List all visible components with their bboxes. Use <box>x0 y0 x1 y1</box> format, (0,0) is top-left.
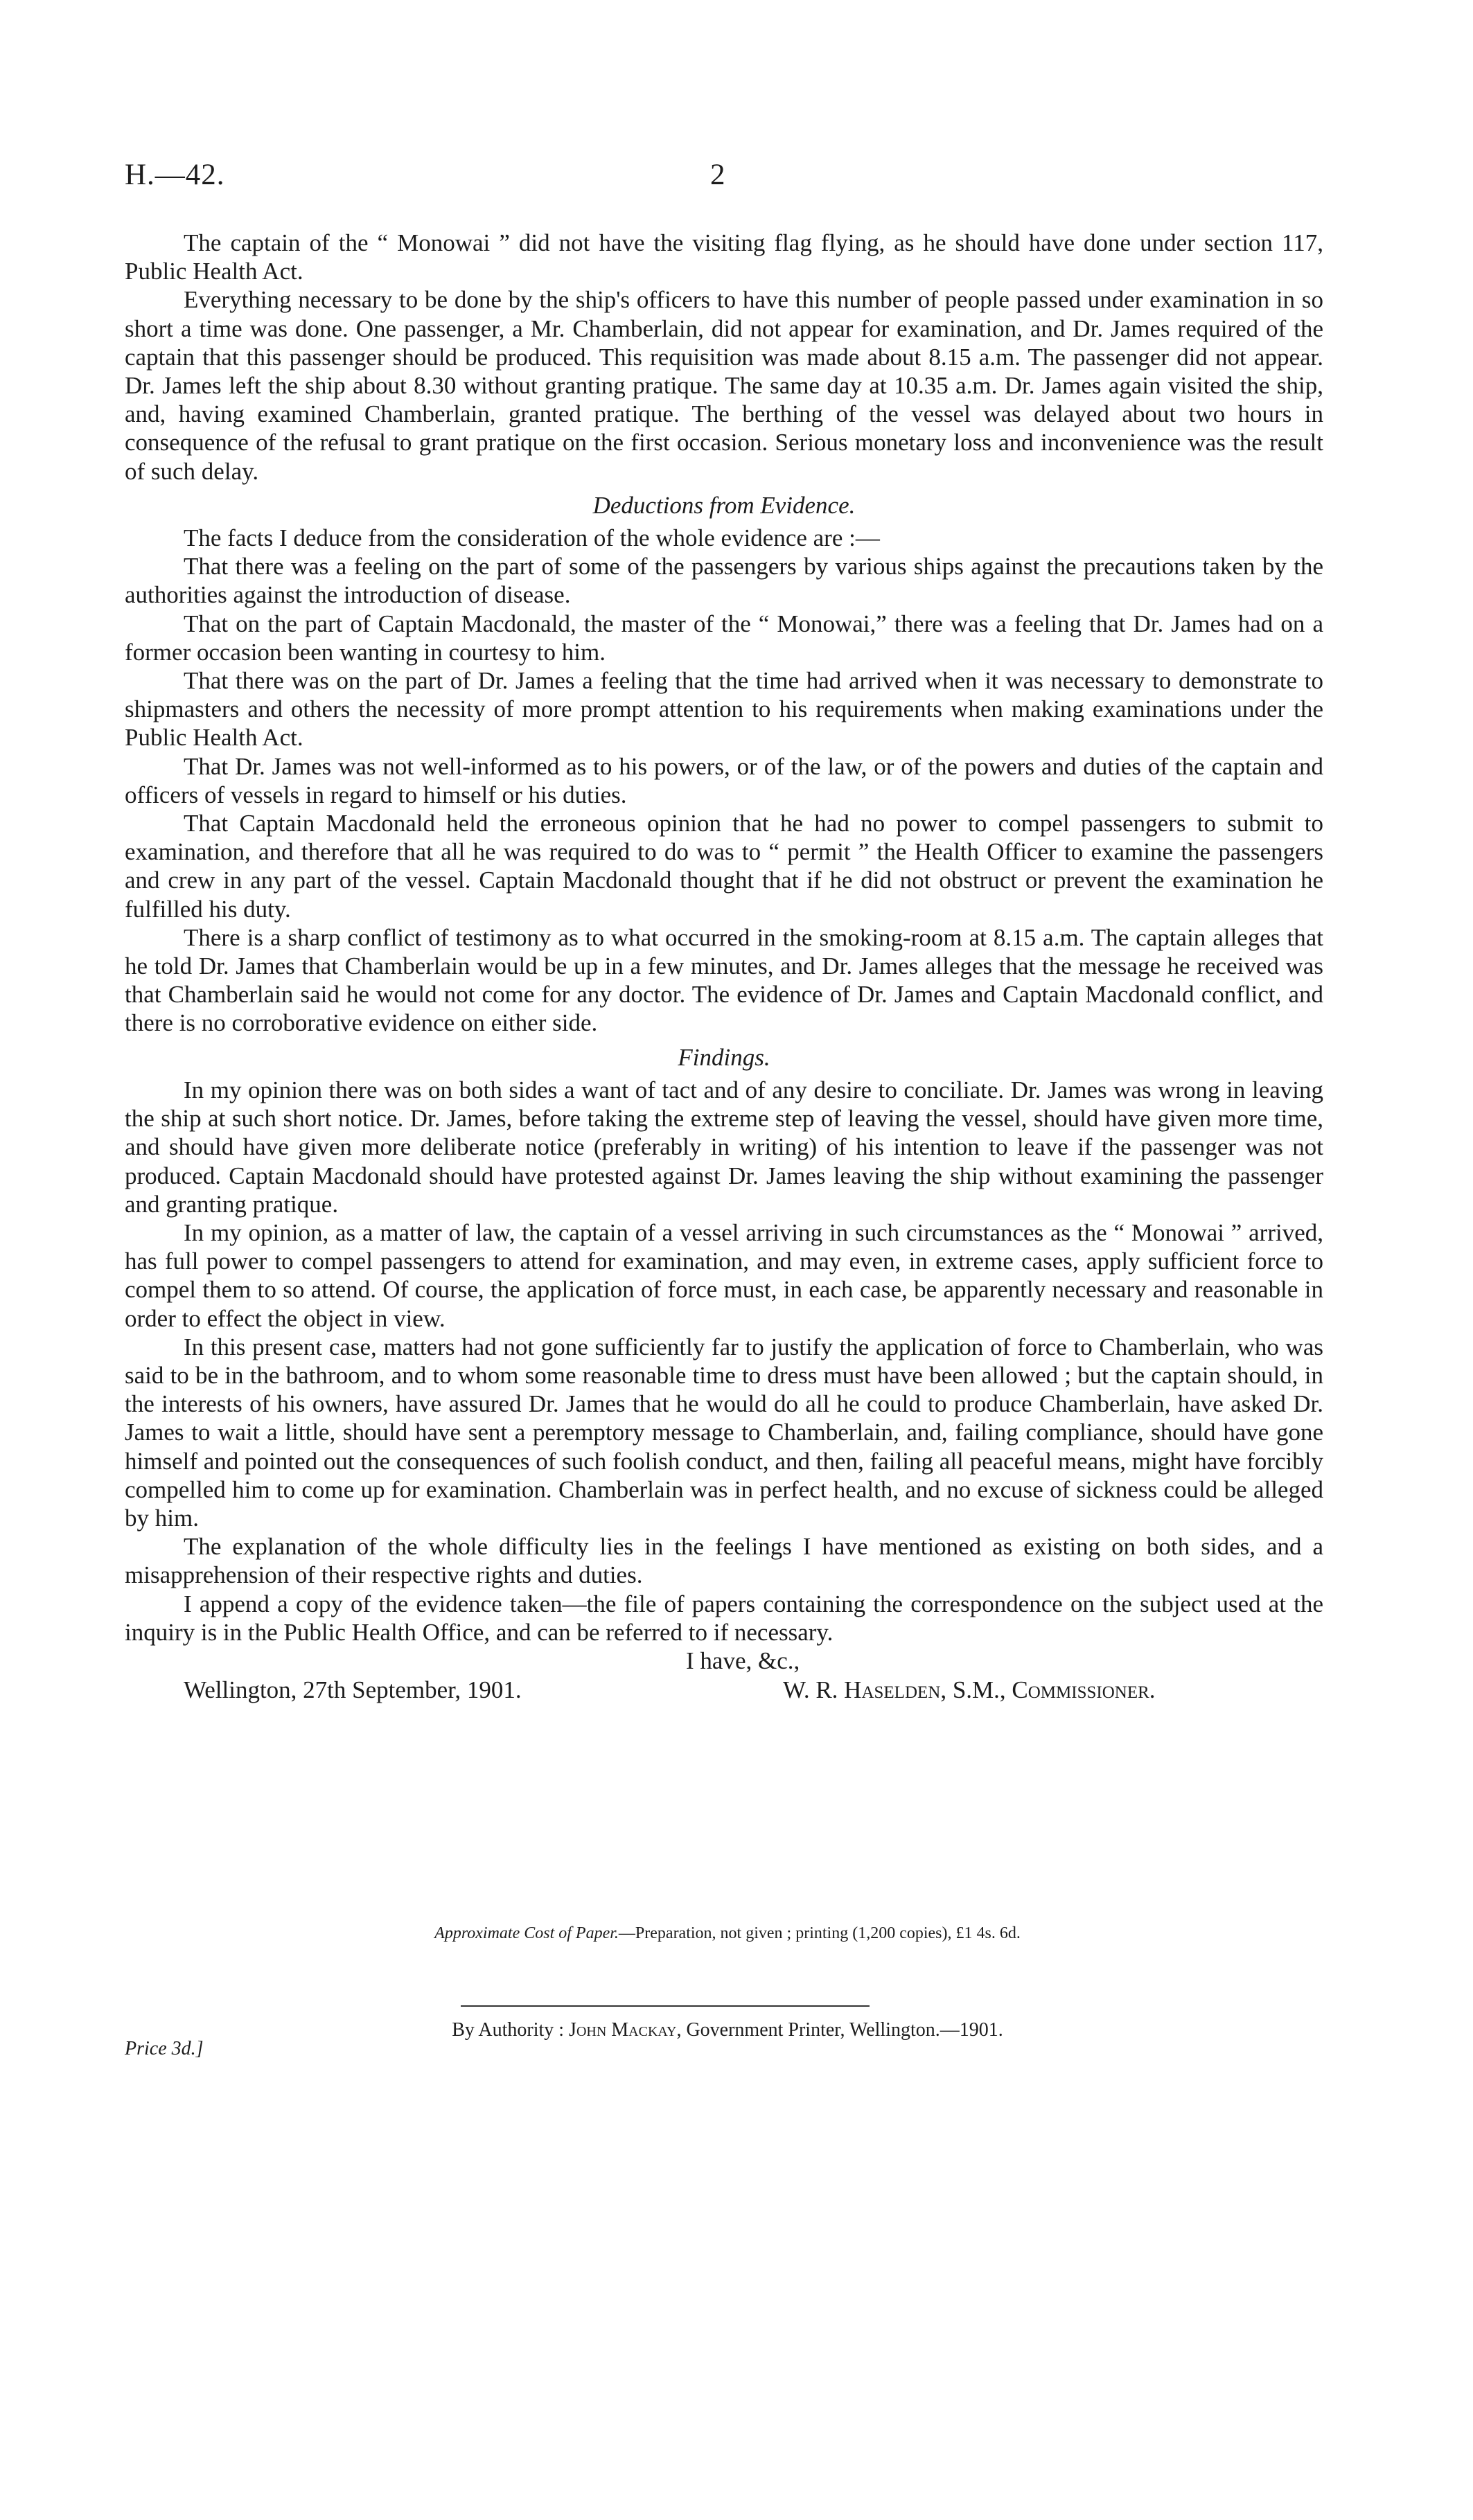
signature-row <box>125 1676 1323 1709</box>
place-date: Wellington, 27th September, 1901. <box>184 1676 522 1703</box>
paragraph: In my opinion, as a matter of law, the captain of a vessel arriving in such circumstances as the “ Monowai ” arrived, has full power to compel passengers to attend for examination, and may even, in extreme cases, apply sufficient force to compel them to so attend. Of course, the application of force must, in each case, be apparently necessary and reasonable in order to effect the object in view. <box>125 1218 1323 1332</box>
paragraph: There is a sharp conflict of testimony as to what occurred in the smoking-room at 8.15 a.m. The captain alleges that he told Dr. James that Chamberlain would be up in a few minutes, and Dr. James alleges that the message he received was that Chamberlain said he would not come for any doctor. The evidence of Dr. James and Captain Macdonald conflict, and there is no corroborative evidence on either side. <box>125 923 1323 1037</box>
cost-note <box>125 1924 1330 1943</box>
paragraph: The captain of the “ Monowai ” did not have the visiting flag flying, as he should have done under section 117, Public Health Act. <box>125 229 1323 285</box>
closing-salutation-row <box>125 1647 1323 1674</box>
paragraph: The facts I deduce from the consideration of the whole evidence are :— <box>184 524 880 552</box>
cost-label: Approximate Cost of Paper. <box>434 1924 619 1942</box>
paragraph: That there was a feeling on the part of some of the passengers by various ships against the precautions taken by the authorities against the introduction of disease. <box>125 553 1323 609</box>
paragraph: In this present case, matters had not gone sufficiently far to justify the application of force to Chamberlain, who was said to be in the bathroom, and to whom some reasonable time to dress must have been allowed ; but the captain should, in the interests of his owners, have assured Dr. James that he would do all he could to produce Chamberlain, have asked Dr. James to wait a little, should have sent a peremptory message to Chamberlain, and, failing compliance, should have gone himself and pointed out the consequences of such foolish conduct, and then, failing all peaceful means, might have forcibly compelled him to come up for examination. Chamberlain was in perfect health, and no excuse of sickness could be alleged by him. <box>125 1333 1323 1532</box>
document-reference: H.—42. <box>125 159 225 191</box>
section-heading-findings: Findings. <box>678 1043 770 1071</box>
printer-suffix: , Government Printer, Wellington.—1901. <box>676 2019 1003 2041</box>
page-header <box>125 158 1330 206</box>
paragraph: That there was on the part of Dr. James a feeling that the time had arrived when it was necessary to demonstrate to shipmasters and others the necessity of more prompt attention to his requirements when making examinations under the Public Health Act. <box>125 667 1323 752</box>
paragraph: In my opinion there was on both sides a want of tact and of any desire to conciliate. Dr. James was wrong in leaving the ship at such short notice. Dr. James, before taking the extreme step of leaving the vessel, should have given more time, and should have given more deliberate notice (preferably in writing) of his intention to leave if the passenger was not produced. Captain Macdonald should have protested against Dr. James leaving the ship without examining the passenger and granting pratique. <box>125 1076 1323 1218</box>
paragraph: I append a copy of the evidence taken—the file of papers containing the correspondence on the subject used at the inquiry is in the Public Health Office, and can be referred to if necessary. <box>125 1590 1323 1646</box>
paragraph: The explanation of the whole difficulty lies in the feelings I have mentioned as existing on both sides, and a misapprehension of their respective rights and duties. <box>125 1533 1323 1589</box>
paragraph: That Captain Macdonald held the erroneous opinion that he had no power to compel passengers to submit to examination, and therefore that all he was required to do was to “ permit ” the Health Officer to examine the passengers and crew in any part of the vessel. Captain Macdonald thought that if he did not obstruct or prevent the examination he fulfilled his duty. <box>125 810 1323 923</box>
section-heading-deductions: Deductions from Evidence. <box>592 491 856 519</box>
printer-prefix: By Authority : <box>452 2019 565 2041</box>
printer-name: John Mackay <box>569 2019 677 2041</box>
page-number: 2 <box>710 159 725 191</box>
paragraph: Everything necessary to be done by the ship's officers to have this number of people passed under examination in so short a time was done. One passenger, a Mr. Chamberlain, did not appear for examination, and Dr. James required of the captain that this passenger should be produced. This requisition was made about 8.15 a.m. The passenger did not appear. Dr. James left the ship about 8.30 without granting pratique. The same day at 10.35 a.m. Dr. James again visited the ship, and, having examined Chamberlain, granted pratique. The berthing of the vessel was delayed about two hours in consequence of the refusal to grant pratique on the first occasion. Serious monetary loss and inconvenience was the result of such delay. <box>125 286 1323 485</box>
cost-text: —Preparation, not given ; printing (1,200 copies), £1 4s. 6d. <box>618 1924 1021 1942</box>
divider <box>461 2005 870 2007</box>
paragraph: That Dr. James was not well-informed as to his powers, or of the law, or of the powers and duties of the captain and officers of vessels in regard to himself or his duties. <box>125 752 1323 808</box>
paragraph: That on the part of Captain Macdonald, the master of the “ Monowai,” there was a feeling that Dr. James had on a former occasion been wanting in courtesy to him. <box>125 610 1323 666</box>
signature: W. R. Haselden, S.M., Commissioner. <box>783 1676 1156 1703</box>
printer-imprint <box>125 2019 1330 2041</box>
price-label: Price 3d.] <box>125 2038 204 2059</box>
report-body <box>125 229 1323 1709</box>
closing-salutation: I have, &c., <box>686 1647 800 1674</box>
